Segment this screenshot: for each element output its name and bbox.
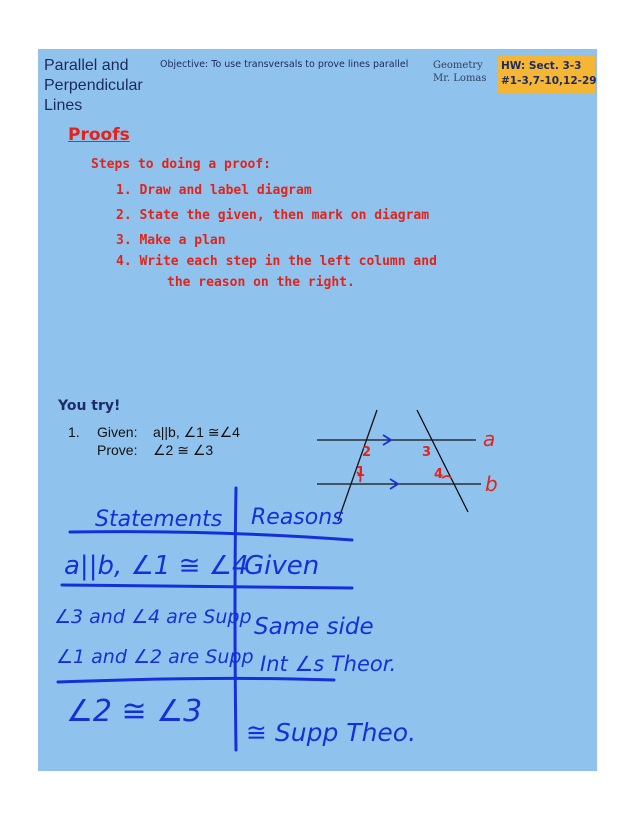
angle-2-label: 2 — [362, 445, 372, 460]
teacher-name: Mr. Lomas — [433, 73, 487, 84]
course-name: Geometry — [433, 60, 483, 71]
t-chart-header-rule — [70, 532, 352, 540]
row-4-reason: ≅ Supp Theo. — [246, 718, 417, 747]
line-a-label: a — [483, 427, 496, 451]
homework-section: HW: Sect. 3-3 — [501, 60, 582, 72]
title-line-3: Lines — [44, 97, 83, 114]
homework-problems: #1-3,7-10,12-29 — [501, 75, 597, 87]
prove-label: Prove: — [97, 442, 138, 458]
steps-heading: Steps to doing a proof: — [91, 157, 272, 172]
row-2-statement: ∠3 and ∠4 are Supp — [54, 606, 252, 628]
section-title: Proofs — [68, 125, 130, 145]
angle-4-label: 4 — [434, 467, 444, 482]
row-2-reason: Same side — [254, 614, 374, 640]
prove-statement: ∠2 ≅ ∠3 — [153, 442, 214, 458]
row-1-reason: Given — [244, 551, 320, 581]
step-item: 4. Write each step in the left column and — [116, 254, 437, 269]
line-b-label: b — [485, 472, 498, 496]
row-3-reason: Int ∠s Theor. — [260, 652, 397, 676]
given-label: Given: — [97, 424, 138, 440]
row-1-statement: a||b, ∠1 ≅ ∠4 — [64, 551, 249, 581]
problem-number: 1. — [68, 424, 80, 440]
transversal-right — [417, 410, 468, 512]
step-item: 3. Make a plan — [116, 233, 226, 248]
title-line-2: Perpendicular — [44, 77, 143, 94]
angle-4-mark — [442, 476, 451, 478]
step-item-continued: the reason on the right. — [167, 275, 355, 290]
row-4-statement: ∠2 ≅ ∠3 — [66, 694, 203, 729]
step-item: 1. Draw and label diagram — [116, 183, 312, 198]
given-statement: a||b, ∠1 ≅∠4 — [153, 424, 240, 440]
row-rule-2 — [58, 678, 334, 682]
parallel-marks — [383, 435, 398, 489]
objective-text: Objective: To use transversals to prove lines parallel — [160, 59, 409, 70]
you-try-heading: You try! — [58, 398, 121, 414]
reasons-header: Reasons — [251, 505, 344, 530]
row-3-statement: ∠1 and ∠2 are Supp — [56, 646, 254, 668]
statements-header: Statements — [95, 507, 223, 532]
row-rule-1 — [62, 585, 352, 588]
angle-3-label: 3 — [422, 445, 432, 460]
angle-1-label: 1 — [356, 465, 366, 480]
step-item: 2. State the given, then mark on diagram — [116, 208, 430, 223]
title-line-1: Parallel and — [44, 57, 129, 74]
